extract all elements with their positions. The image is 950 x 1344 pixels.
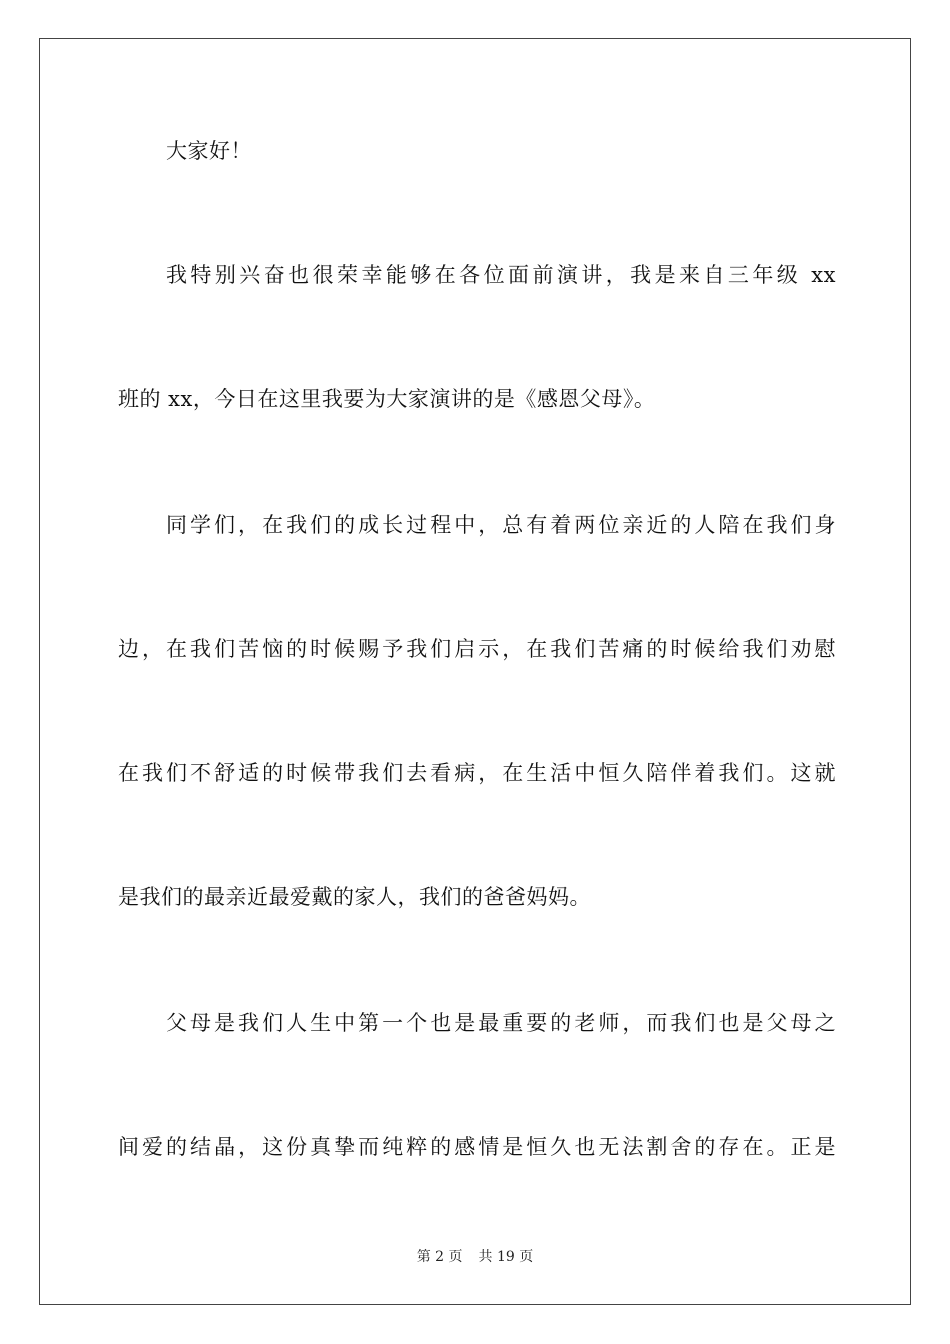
paragraph-line: 我特别兴奋也很荣幸能够在各位面前演讲，我是来自三年级 xx bbox=[166, 263, 836, 287]
greeting-line: 大家好！ bbox=[166, 139, 252, 163]
paragraph-line: 父母是我们人生中第一个也是最重要的老师，而我们也是父母之 bbox=[166, 1011, 836, 1035]
paragraph-line: 边，在我们苦恼的时候赐予我们启示，在我们苦痛的时候给我们劝慰 bbox=[118, 637, 836, 661]
paragraph-line: 班的 xx，今日在这里我要为大家演讲的是《感恩父母》。 bbox=[118, 387, 656, 411]
page-number: 第 2 页 bbox=[416, 1249, 463, 1265]
paragraph-line: 同学们，在我们的成长过程中，总有着两位亲近的人陪在我们身 bbox=[166, 513, 836, 537]
paragraph-line: 间爱的结晶，这份真挚而纯粹的感情是恒久也无法割舍的存在。正是 bbox=[118, 1135, 836, 1159]
paragraph-line: 在我们不舒适的时候带我们去看病，在生活中恒久陪伴着我们。这就 bbox=[118, 761, 836, 785]
page-total: 共 19 页 bbox=[478, 1249, 534, 1265]
page-border bbox=[39, 38, 911, 1305]
paragraph-line: 是我们的最亲近最爱戴的家人，我们的爸爸妈妈。 bbox=[118, 885, 591, 909]
page-footer bbox=[0, 1247, 950, 1267]
